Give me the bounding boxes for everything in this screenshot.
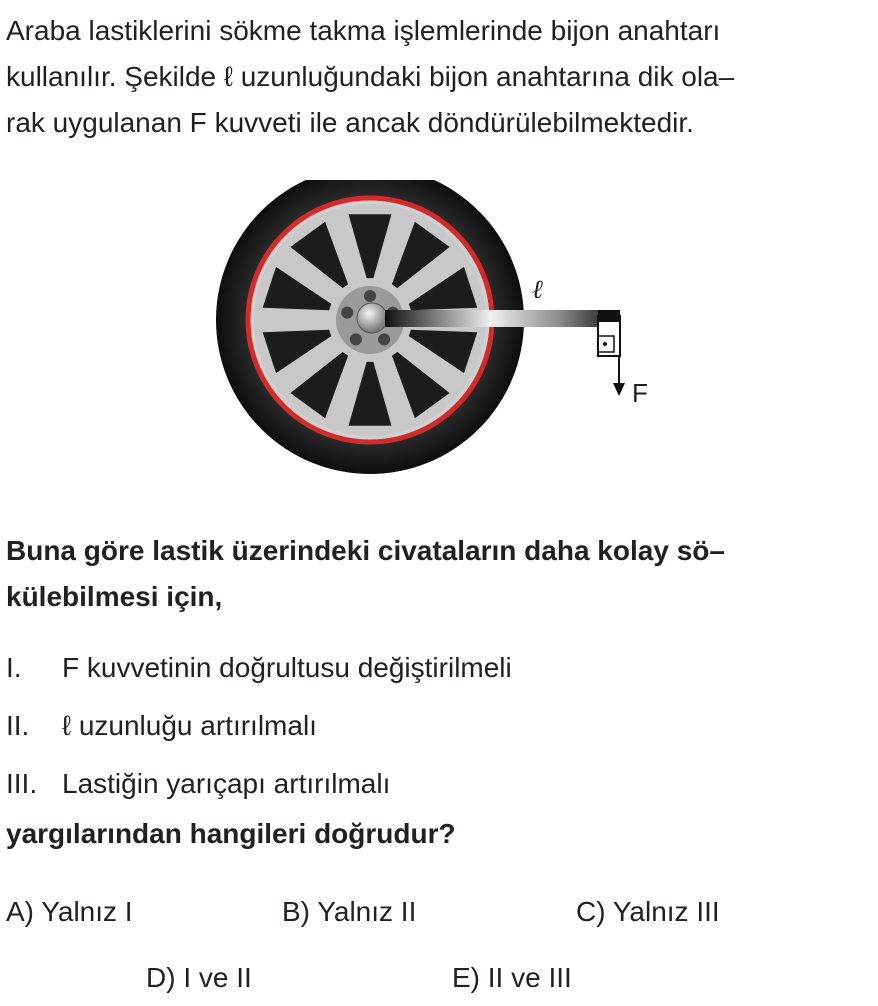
wrench-bar [385,310,620,327]
question-line-2: külebilmesi için, [6,581,223,612]
statement-number: II. [6,710,30,741]
statement-text: F kuvvetinin doğrultusu değiştirilmeli [62,652,512,683]
statement-1 [6,652,512,684]
statement-number: III. [6,768,38,799]
option-e[interactable]: E) II ve III [452,962,572,993]
lug-nut [350,333,362,345]
right-angle-dot [603,342,607,346]
intro-line-1: Araba lastiklerini sökme takma işlemlerinde bijon anahtarı [6,15,721,46]
lug-nut [364,290,376,302]
force-arrow-head [613,383,625,396]
question-final: yargılarından hangileri doğrudur? [6,818,456,849]
question-intro [6,8,872,146]
lug-nut [378,333,390,345]
statement-text: Lastiğin yarıçapı artırılmalı [62,768,391,799]
tire-wrench-diagram [212,180,652,480]
option-b[interactable]: B) Yalnız II [282,896,417,927]
option-d[interactable]: D) I ve II [146,962,252,993]
intro-line-2: kullanılır. Şekilde ℓ uzunluğundaki bijon anahtarına dik ola– [6,61,735,92]
statement-text: ℓ uzunluğu artırılmalı [62,710,317,741]
option-c[interactable]: C) Yalnız III [576,896,720,927]
question-prompt [6,528,725,620]
lug-nut [341,307,353,319]
intro-line-3: rak uygulanan F kuvveti ile ancak döndürülebilmektedir. [6,107,694,138]
length-label: ℓ [532,275,543,304]
force-label: F [632,378,648,408]
question-line-1: Buna göre lastik üzerindeki civataların daha kolay sö– [6,535,725,566]
statement-3 [6,768,390,800]
hub-cap [357,303,387,333]
statement-2 [6,710,317,742]
option-a[interactable]: A) Yalnız I [6,896,133,927]
statement-number: I. [6,652,22,683]
tire-wrench-figure [212,180,652,480]
